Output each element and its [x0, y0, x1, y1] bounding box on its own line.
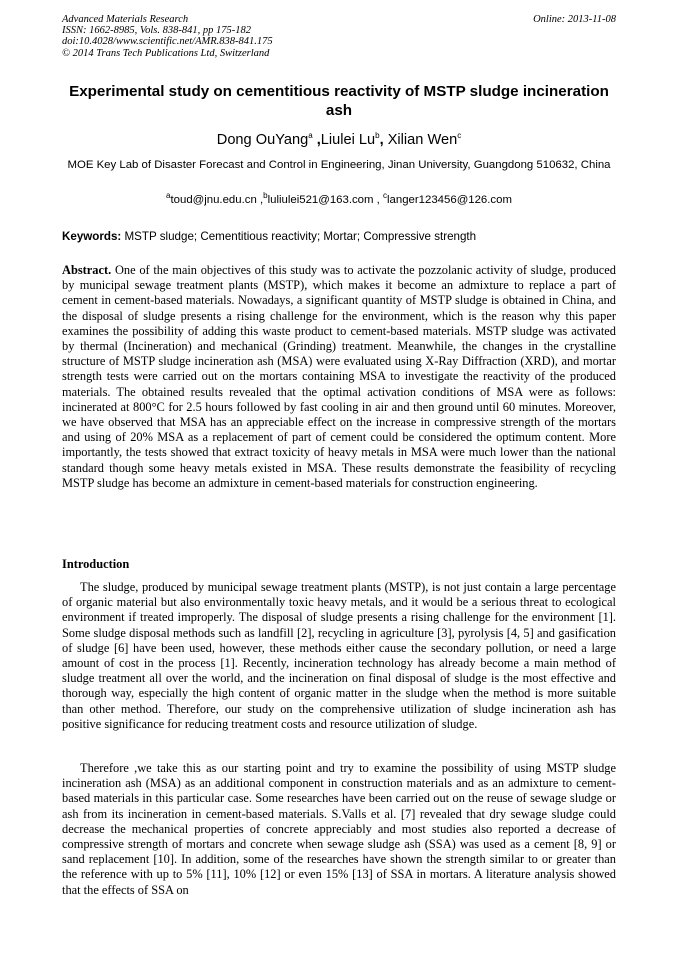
email-mark: c: [383, 191, 388, 201]
affiliation: MOE Key Lab of Disaster Forecast and Control in Engineering, Jinan University, Guangdong 510632, China: [67, 159, 611, 171]
author-separator: ,: [379, 132, 388, 148]
author-mark: c: [457, 131, 462, 141]
author-separator: ,: [312, 132, 321, 148]
doi-line: doi:10.4028/www.scientific.net/AMR.838-841.175: [62, 36, 273, 48]
keywords: [62, 230, 616, 244]
email-list: [62, 193, 616, 207]
issn-line: ISSN: 1662-8985, Vols. 838-841, pp 175-182: [62, 25, 251, 37]
email-address[interactable]: luliulei521@163.com: [267, 194, 374, 206]
section-heading-introduction: Introduction: [62, 557, 130, 571]
copyright-line: © 2014 Trans Tech Publications Ltd, Switzerland: [62, 47, 270, 59]
journal-name: Advanced Materials Research: [62, 14, 189, 25]
abstract: [62, 263, 616, 491]
email-separator: ,: [373, 194, 384, 206]
author-mark: b: [375, 131, 380, 141]
author-mark: a: [308, 131, 313, 141]
journal-header: [62, 14, 616, 59]
keywords-label: Keywords:: [62, 230, 122, 243]
author-name: Liulei Lu: [320, 132, 376, 148]
abstract-label: Abstract.: [62, 263, 112, 277]
keywords-text: MSTP sludge; Cementitious reactivity; Mortar; Compressive strength: [124, 230, 477, 243]
author-list: [62, 131, 616, 149]
author-name: Xilian Wen: [387, 132, 458, 148]
online-date: Online: 2013-11-08: [533, 14, 616, 25]
paragraph: The sludge, produced by municipal sewage treatment plants (MSTP), is not just contain a large percentage of organic material but also environmentally toxic heavy metals, and it would be a serious threat to ecological environment if treated improperly. The disposal of sludge presents a rising challenge for the environment [1]. Some sludge disposal methods such as landfill [2], recycling in agriculture [3], pyrolysis [4, 5] and gasification of sludge [6] have been used, however, these methods either cause the secondary pollution, or need a large amount of cost in the process [1]. Recently, incineration technology has already become a main method of sludge treatment all over the world, and the incineration on final disposal of sludge is the most effective and thorough way, especially the high content of organic matter in the sludge when the method is more suitable than other method. Therefore, our study on the comprehensive utilization of sludge incineration ash has positive significance for reducing treatment costs and resource utilization of sludge.: [62, 580, 616, 731]
email-address[interactable]: langer123456@126.com: [387, 194, 512, 206]
email-mark: b: [263, 191, 268, 201]
abstract-text: One of the main objectives of this study was to activate the pozzolanic activity of sludge, produced by municipal sewage treatment plants (MSTP), which makes it become an admixture to replace a part of cement in cement-based materials. Nowadays, a significant quantity of MSTP sludge is obtained in China, and the disposal of sludge presents a rising challenge for the environment, which is the reason why this paper examines the possibility of adding this waste product to cement-based materials. MSTP sludge was activated by thermal (Incineration) and mechanical (Grinding) treatment. Meanwhile, the changes in the crystalline structure of MSTP sludge incineration ash (MSA) were evaluated using X-Ray Diffraction (XRD), and mortar strength tests were carried out on the mortars containing MSA to investigate the reactivity of the produced materials. The obtained results revealed that the optimal activation conditions of MSA were as follows: incinerated at 800°C for 2.5 hours followed by fast cooling in air and then ground until 60 minutes. Moreover, we have observed that MSA has an appreciable effect on the increase in compressive strength of the mortars and using of 20% MSA as a replacement of part of cement could be considered the optimum content. More importantly, the tests showed that extract toxicity of heavy metals in MSA were much lower than the national standard though some heavy metals existed in MSA. These results demonstrate the feasibility of recycling MSTP sludge has become an admixture in cement-based materials for construction engineering.: [62, 263, 616, 490]
email-mark: a: [166, 191, 171, 201]
email-separator: ,: [256, 194, 264, 206]
paper-title: Experimental study on cementitious reactivity of MSTP sludge incineration ash: [69, 83, 609, 119]
paragraph: Therefore ,we take this as our starting point and try to examine the possibility of using MSTP sludge incineration ash (MSA) as an additional component in construction materials and as an admixture to cement-based materials in this particular case. Some researches have been carried out on the reuse of sewage sludge or ash from its incineration in cement-based materials. S.Valls et al. [7] revealed that dry sewage sludge could decrease the mechanical properties of concrete appreciably and most studies also reported a decrease of compressive strength of mortars and concrete when sewage sludge ash (SSA) was used as a cement [8, 9] or sand replacement [10]. In addition, some of the researches have shown the strength similar to or greater than the reference with up to 5% [11], 10% [12] or even 15% [13] of SSA in mortars. A literature analysis showed that the effects of SSA on: [62, 761, 616, 897]
email-address[interactable]: toud@jnu.edu.cn: [170, 194, 257, 206]
author-name: Dong OuYang: [216, 132, 309, 148]
